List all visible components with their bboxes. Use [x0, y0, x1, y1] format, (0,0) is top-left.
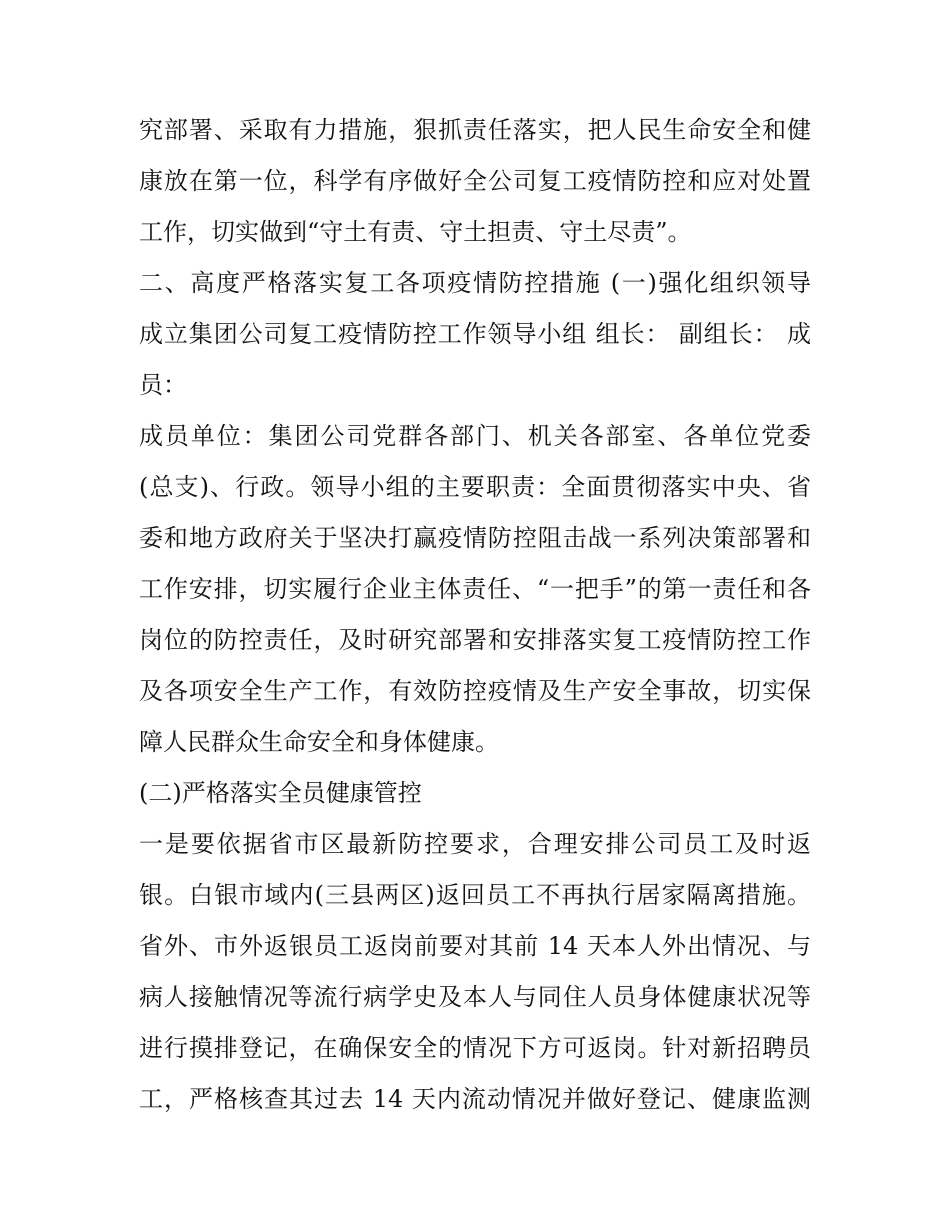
text-line: 省外、市外返银员工返岗前要对其前 14 天本人外出情况、与 [139, 932, 811, 960]
section-heading: 二、高度严格落实复工各项疫情防控措施 (一)强化组织领导 [139, 269, 811, 297]
text-line: 病人接触情况等流行病学史及本人与同住人员身体健康状况等 [139, 983, 811, 1011]
text-line: (总支)、行政。领导小组的主要职责：全面贯彻落实中央、省 [139, 473, 811, 501]
text-line: 究部署、采取有力措施，狠抓责任落实，把人民生命安全和健 [139, 116, 811, 144]
text-line: 委和地方政府关于坚决打赢疫情防控阻击战一系列决策部署和 [139, 524, 811, 552]
text-line: 成员单位：集团公司党群各部门、机关各部室、各单位党委 [139, 422, 811, 450]
section-heading: (二)严格落实全员健康管控 [139, 779, 422, 807]
text-line: 银。白银市域内(三县两区)返回员工不再执行居家隔离措施。 [139, 881, 811, 909]
text-line: 工作，切实做到“守土有责、守土担责、守土尽责”。 [139, 218, 692, 246]
text-line: 康放在第一位，科学有序做好全公司复工疫情防控和应对处置 [139, 167, 811, 195]
text-line: 及各项安全生产工作，有效防控疫情及生产安全事故，切实保 [139, 677, 811, 705]
text-line: 岗位的防控责任，及时研究部署和安排落实复工疫情防控工作 [139, 626, 811, 654]
text-line: 成立集团公司复工疫情防控工作领导小组 组长： 副组长： 成 [139, 320, 811, 348]
text-line: 一是要依据省市区最新防控要求，合理安排公司员工及时返 [139, 830, 811, 858]
text-line: 障人民群众生命安全和身体健康。 [139, 728, 499, 756]
text-line: 员： [139, 371, 187, 399]
text-line: 进行摸排登记，在确保安全的情况下方可返岗。针对新招聘员 [139, 1034, 811, 1062]
text-line: 工作安排，切实履行企业主体责任、“一把手”的第一责任和各 [139, 575, 811, 603]
text-line: 工，严格核查其过去 14 天内流动情况并做好登记、健康监测 [139, 1085, 811, 1113]
